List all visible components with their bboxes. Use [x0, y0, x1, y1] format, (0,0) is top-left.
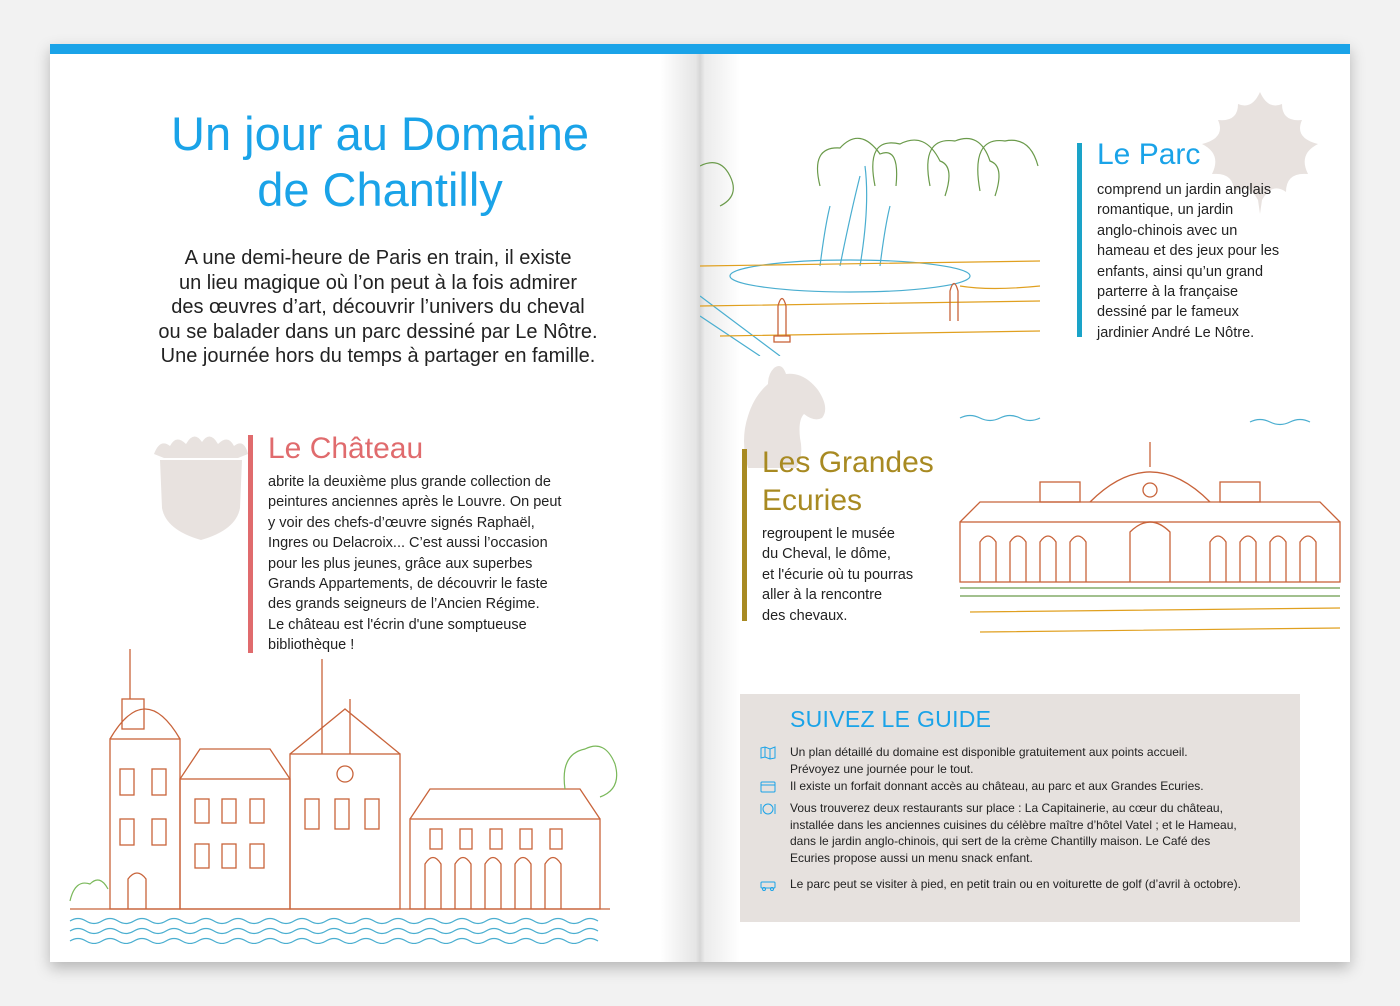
chateau-line: pour les plus jeunes, grâce aux superbes	[268, 555, 533, 572]
ecuries-heading	[762, 444, 982, 520]
parc-heading: Le Parc	[1097, 138, 1201, 171]
guide-line: Un plan détaillé du domaine est disponible gratuitement aux points accueil.	[790, 745, 1188, 759]
map-icon	[760, 746, 776, 760]
page-title	[100, 106, 660, 218]
parc-line: dessiné par le fameux	[1097, 304, 1239, 321]
intro-line: Une journée hors du temps à partager en famille.	[160, 345, 596, 367]
ecuries-line: et l'écurie où tu pourras	[762, 566, 914, 583]
guide-item-train	[790, 876, 1290, 893]
restaurant-icon	[760, 802, 776, 816]
chateau-line: des grands seigneurs de l’Ancien Régime.	[268, 596, 540, 613]
guide-item-map	[790, 744, 1290, 777]
guide-line: Le parc peut se visiter à pied, en petit train ou en voiturette de golf (d’avril à octobre).	[790, 877, 1241, 891]
chateau-line: bibliothèque !	[268, 637, 355, 654]
ecuries-line: des chevaux.	[762, 607, 848, 624]
parc-line: parterre à la française	[1097, 284, 1239, 301]
top-color-bar	[50, 44, 1350, 54]
chateau-line: y voir des chefs-d’œuvre signés Raphaël,	[268, 514, 535, 531]
guide-line: dans le jardin anglo-chinois, qui sert de la crème Chantilly maison. Le Café des	[790, 834, 1211, 849]
title-line-2: de Chantilly	[257, 163, 503, 216]
ecuries-accent-bar	[742, 449, 747, 621]
guide-line: Prévoyez une journée pour le tout.	[790, 761, 974, 776]
guide-line: Ecuries propose aussi un menu snack enfant.	[790, 850, 1033, 865]
ecuries-heading-line-1: Les Grandes	[762, 446, 934, 479]
parc-text	[1097, 180, 1317, 343]
magazine-spread	[50, 44, 1350, 962]
chateau-line: peintures anciennes après le Louvre. On peut	[268, 494, 562, 511]
ecuries-line: du Cheval, le dôme,	[762, 546, 891, 563]
parc-line: hameau et des jeux pour les	[1097, 243, 1280, 260]
guide-line: installée dans les anciennes cuisines du célèbre maître d’hôtel Vatel ; et le Hameau,	[790, 817, 1237, 832]
intro-line: ou se balader dans un parc dessiné par Le Nôtre.	[158, 320, 598, 343]
intro-line: A une demi-heure de Paris en train, il existe	[184, 247, 572, 269]
ticket-icon	[760, 780, 776, 794]
parc-line: jardinier André Le Nôtre.	[1097, 324, 1255, 341]
guide-line: Vous trouverez deux restaurants sur place : La Capitainerie, au cœur du château,	[790, 801, 1223, 815]
ecuries-line: aller à la rencontre	[762, 587, 883, 604]
chateau-heading: Le Château	[268, 432, 424, 465]
chateau-line: abrite la deuxième plus grande collection de	[268, 474, 551, 490]
ecuries-heading-line-2: Ecuries	[762, 484, 863, 517]
chateau-line: Le château est l'écrin d'une somptueuse	[268, 616, 527, 633]
guide-line: Il existe un forfait donnant accès au château, au parc et aux Grandes Ecuries.	[790, 779, 1204, 793]
chateau-accent-bar	[248, 435, 253, 653]
train-icon	[760, 878, 776, 892]
ecuries-illustration	[950, 412, 1350, 642]
ecuries-line: regroupent le musée	[762, 526, 895, 542]
intro-line: des œuvres d’art, découvrir l’univers du cheval	[171, 296, 585, 318]
guide-title: SUIVEZ LE GUIDE	[790, 706, 992, 732]
chateau-line: Ingres ou Delacroix... C’est aussi l’occasion	[268, 535, 548, 552]
chateau-text	[268, 472, 608, 656]
title-line-1: Un jour au Domaine	[171, 107, 589, 160]
chateau-illustration	[60, 639, 620, 944]
parc-line: comprend un jardin anglais	[1097, 182, 1272, 198]
parc-line: enfants, ainsi qu’un grand	[1097, 263, 1264, 280]
intro-line: un lieu magique où l’on peut à la fois admirer	[178, 271, 578, 294]
ecuries-text	[762, 524, 942, 626]
parc-line: anglo-chinois avec un	[1097, 222, 1238, 239]
parc-line: romantique, un jardin	[1097, 202, 1234, 219]
guide-item-ticket	[790, 778, 1290, 795]
guide-item-restaurant	[790, 800, 1290, 866]
crest-shield-icon	[146, 424, 256, 544]
guide-box	[740, 694, 1300, 922]
intro-paragraph	[98, 246, 658, 369]
parc-accent-bar	[1077, 143, 1082, 337]
chateau-line: Grands Appartements, de découvrir le faste	[268, 576, 548, 593]
parc-illustration	[700, 106, 1040, 356]
